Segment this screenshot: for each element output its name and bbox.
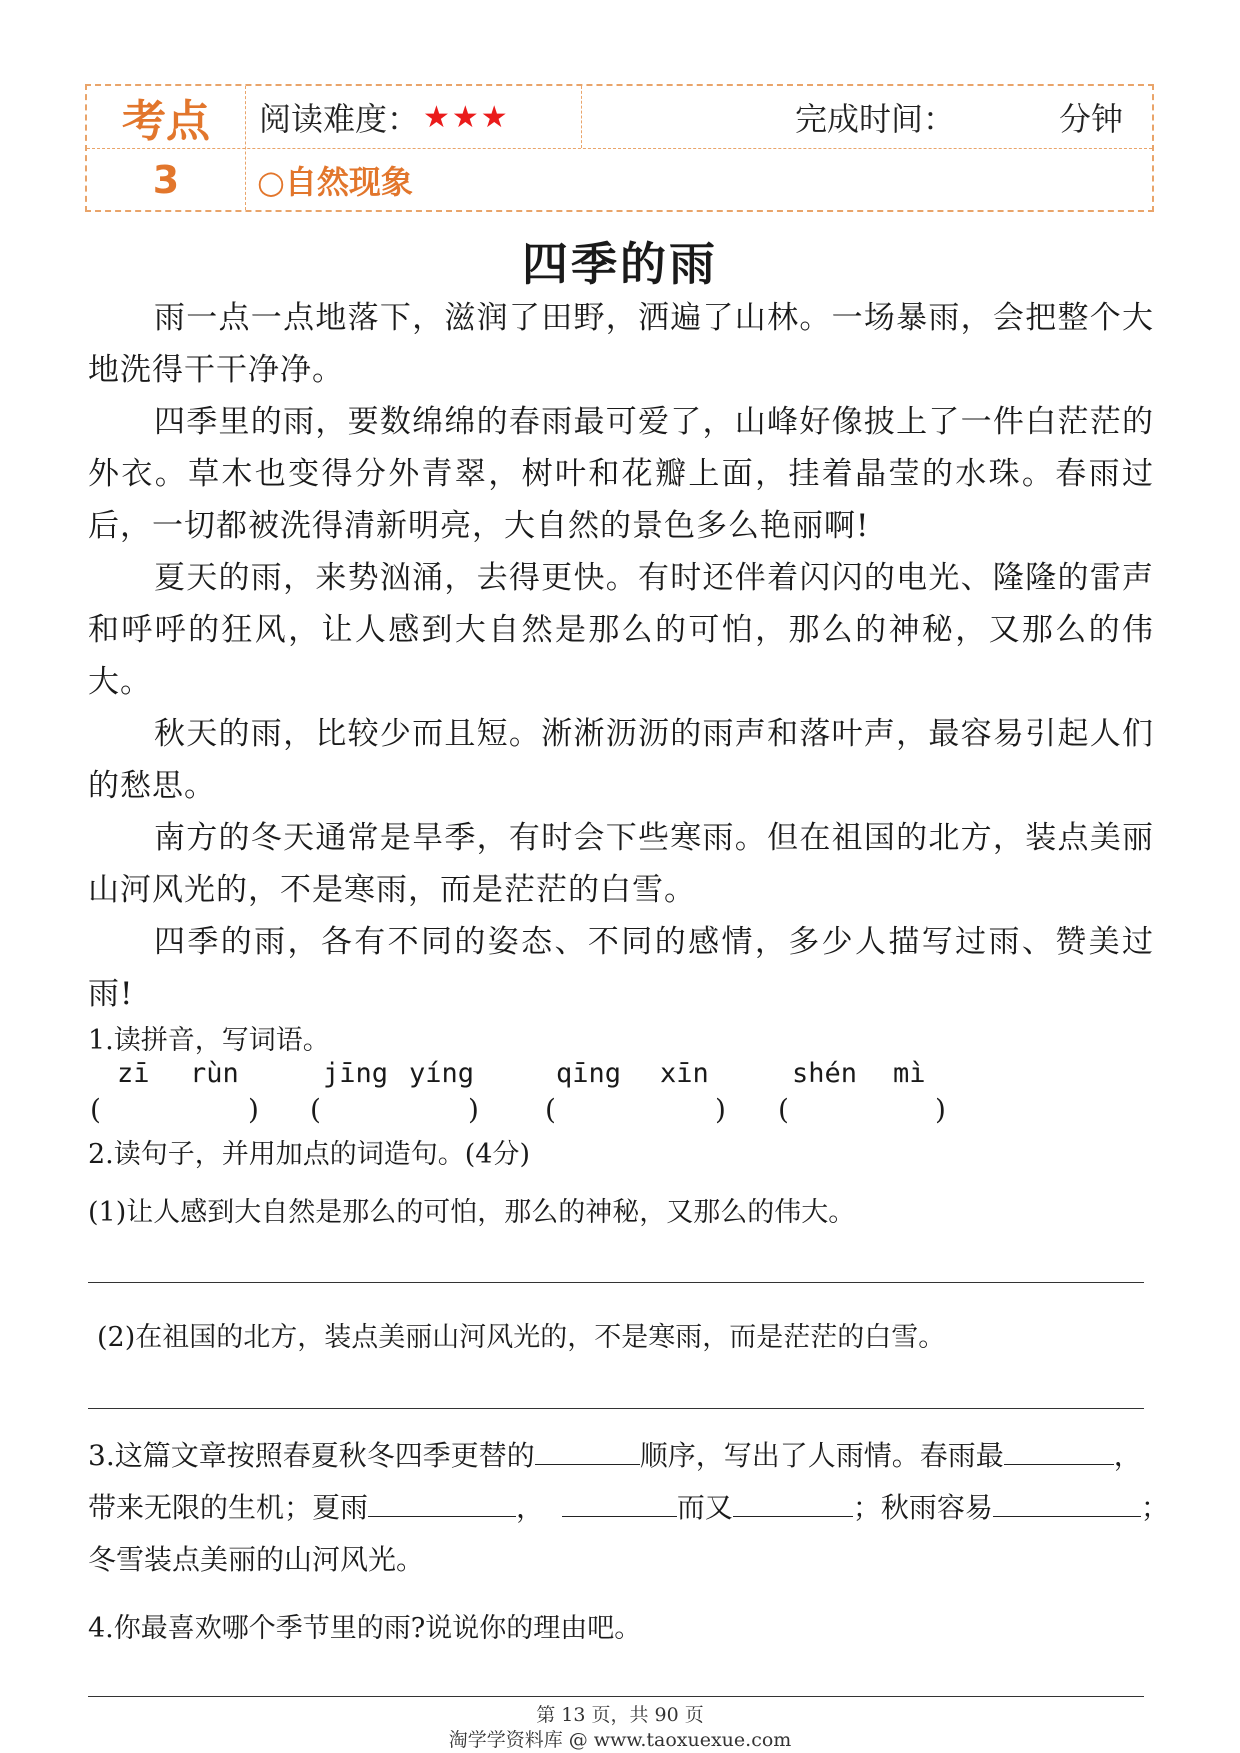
topic-label: ○自然现象 bbox=[257, 163, 413, 201]
question-2-prompt: 2.读句子，并用加点的词造句。(4分) bbox=[88, 1139, 531, 1170]
pinyin: qīng bbox=[556, 1058, 622, 1089]
pinyin: yíng bbox=[409, 1058, 475, 1089]
passage bbox=[88, 292, 1154, 1020]
question-4-prompt: 4.你最喜欢哪个季节里的雨?说说你的理由吧。 bbox=[88, 1613, 642, 1644]
time-label: 完成时间： bbox=[795, 100, 956, 138]
difficulty-label: 阅读难度： bbox=[259, 100, 420, 138]
paragraph: 南方的冬天通常是旱季，有时会下些寒雨。但在祖国的北方，装点美丽山河风光的，不是寒雨，而是茫茫的白雪。 bbox=[88, 820, 1154, 908]
pinyin: zī bbox=[117, 1058, 150, 1089]
q3-text: 而又 bbox=[676, 1491, 733, 1524]
paren-open: ( bbox=[545, 1093, 556, 1126]
fill-blank[interactable] bbox=[1004, 1438, 1114, 1465]
paragraph: 四季里的雨，要数绵绵的春雨最可爱了，山峰好像披上了一件白茫茫的外衣。草木也变得分外青翠，树叶和花瓣上面，挂着晶莹的水珠。春雨过后，一切都被洗得清新明亮，大自然的景色多么艳丽啊! bbox=[88, 404, 1154, 544]
question-3 bbox=[88, 1430, 1169, 1586]
q3-text: 顺序，写出了人雨情。春雨最 bbox=[639, 1439, 1004, 1472]
fill-blank[interactable] bbox=[733, 1490, 853, 1517]
q3-text: ； bbox=[1140, 1491, 1169, 1524]
answer-line bbox=[88, 1696, 1144, 1697]
site-watermark: 淘学学资料库 @ www.taoxuexue.com bbox=[448, 1729, 792, 1751]
fill-blank[interactable] bbox=[562, 1490, 677, 1517]
fill-blank[interactable] bbox=[993, 1490, 1141, 1517]
paragraph: 秋天的雨，比较少而且短。淅淅沥沥的雨声和落叶声，最容易引起人们的愁思。 bbox=[88, 716, 1154, 804]
q3-text: 冬雪装点美丽的山河风光。 bbox=[88, 1543, 425, 1576]
difficulty-stars: ★★★ bbox=[423, 99, 510, 135]
question-2-sentence-2: (2)在祖国的北方，装点美丽山河风光的，不是寒雨，而是茫茫的白雪。 bbox=[97, 1322, 946, 1353]
fill-blank[interactable] bbox=[535, 1438, 640, 1465]
pinyin: rùn bbox=[190, 1058, 239, 1089]
pinyin: mì bbox=[893, 1058, 926, 1089]
paren-open: ( bbox=[90, 1093, 101, 1126]
answer-line bbox=[88, 1408, 1144, 1409]
kaodian-number: 3 bbox=[152, 158, 180, 202]
paragraph: 雨一点一点地落下，滋润了田野，洒遍了山林。一场暴雨，会把整个大地洗得干干净净。 bbox=[88, 300, 1154, 388]
header-table bbox=[85, 84, 1154, 212]
pinyin: xīn bbox=[660, 1058, 709, 1089]
time-unit: 分钟 bbox=[1059, 100, 1124, 138]
paren-close: ) bbox=[715, 1093, 726, 1126]
paragraph: 夏天的雨，来势汹涌，去得更快。有时还伴着闪闪的电光、隆隆的雷声和呼呼的狂风，让人感到大自然是那么的可怕，那么的神秘，又那么的伟大。 bbox=[88, 560, 1154, 700]
paren-close: ) bbox=[468, 1093, 479, 1126]
paren-close: ) bbox=[935, 1093, 946, 1126]
q3-text: 带来无限的生机；夏雨 bbox=[88, 1491, 369, 1524]
pinyin: shén bbox=[792, 1058, 858, 1089]
divider bbox=[581, 86, 582, 148]
question-1-prompt: 1.读拼音，写词语。 bbox=[88, 1025, 330, 1056]
paren-open: ( bbox=[778, 1093, 789, 1126]
paragraph: 四季的雨，各有不同的姿态、不同的感情，多少人描写过雨、赞美过雨! bbox=[88, 924, 1154, 1012]
pinyin: jīng bbox=[323, 1058, 389, 1089]
q3-text: 3.这篇文章按照春夏秋冬四季更替的 bbox=[88, 1439, 535, 1472]
fill-blank[interactable] bbox=[368, 1490, 516, 1517]
q3-text: ；秋雨容易 bbox=[852, 1491, 993, 1524]
page-number: 第 13 页，共 90 页 bbox=[536, 1704, 704, 1726]
answer-line bbox=[88, 1282, 1144, 1283]
question-2-sentence-1: (1)让人感到大自然是那么的可怕，那么的神秘，又那么的伟大。 bbox=[88, 1197, 856, 1228]
q3-text: ， bbox=[1113, 1439, 1142, 1472]
pinyin-row bbox=[0, 1058, 1240, 1098]
paren-close: ) bbox=[248, 1093, 259, 1126]
paren-open: ( bbox=[310, 1093, 321, 1126]
kaodian-label: 考点 bbox=[122, 96, 210, 147]
q3-text: ， bbox=[516, 1491, 545, 1524]
article-title: 四季的雨 bbox=[522, 237, 718, 291]
